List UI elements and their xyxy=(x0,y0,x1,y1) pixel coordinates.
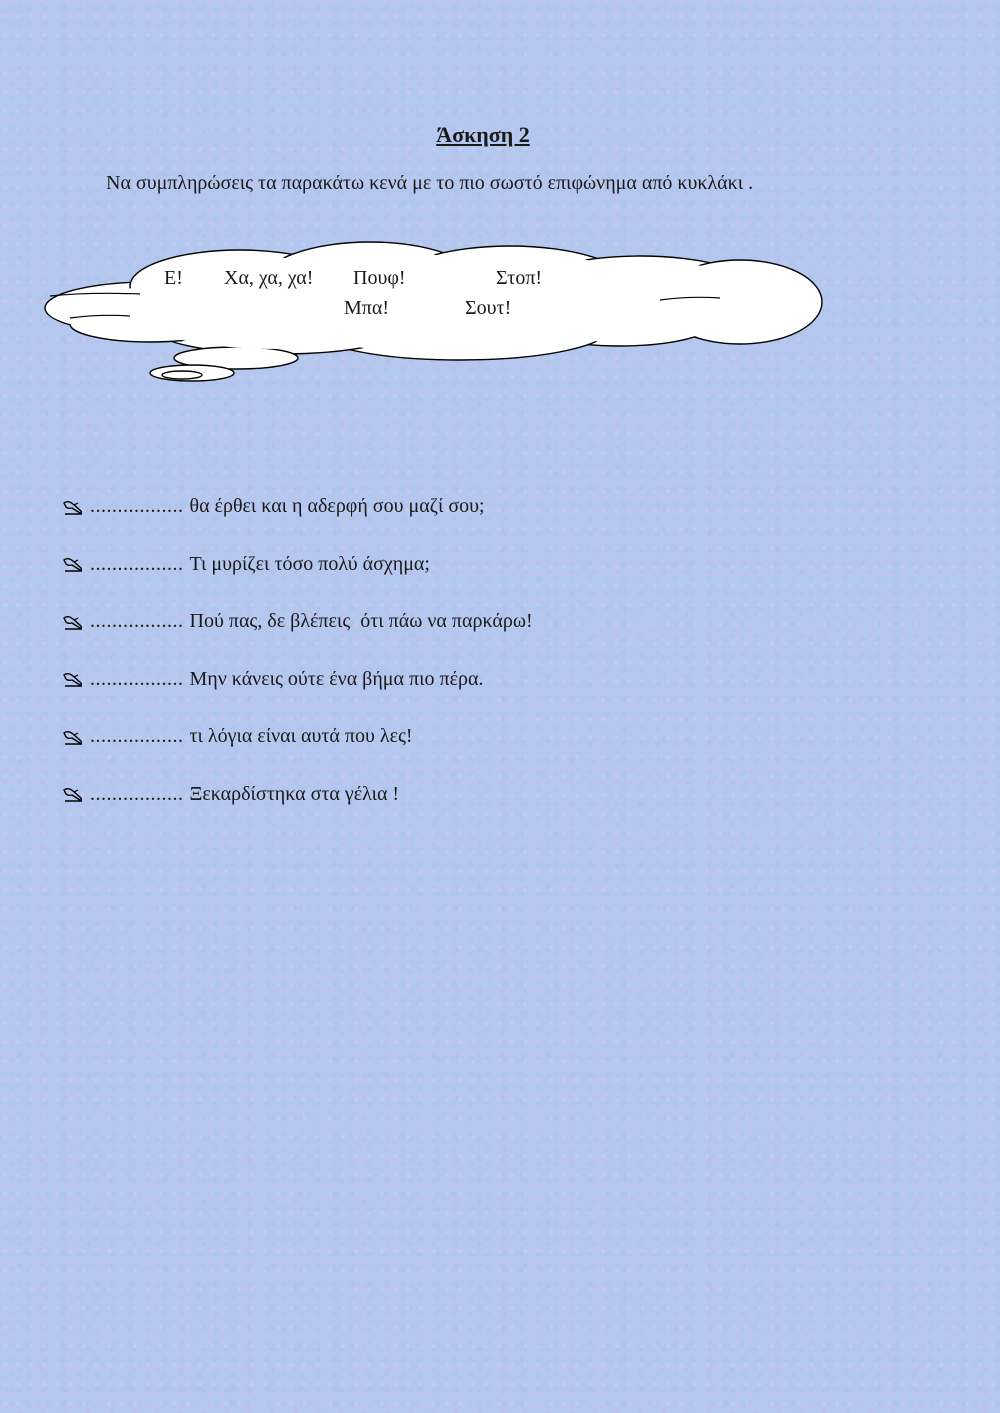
exercise-item xyxy=(62,593,533,651)
answer-blank[interactable]: ................. xyxy=(90,782,184,805)
writing-hand-icon xyxy=(62,784,84,804)
writing-hand-icon xyxy=(62,727,84,747)
cloud-word: Πουφ! xyxy=(353,267,406,289)
exercise-item xyxy=(62,708,533,766)
exercise-sentence: Πού πας, δε βλέπεις ότι πάω να παρκάρω! xyxy=(189,610,533,633)
writing-hand-icon xyxy=(62,612,84,632)
cloud-word: Χα, χα, χα! xyxy=(224,267,314,289)
exercise-item xyxy=(62,766,533,824)
cloud-shape xyxy=(40,236,830,386)
answer-blank[interactable]: ................. xyxy=(90,495,184,518)
writing-hand-icon xyxy=(62,554,84,574)
exercise-item xyxy=(62,478,533,536)
cloud-word: Μπα! xyxy=(344,297,390,319)
exercise-item xyxy=(62,536,533,594)
cloud-word: Ε! xyxy=(164,267,183,289)
exercise-sentence: Μην κάνεις ούτε ένα βήμα πιο πέρα. xyxy=(189,667,484,690)
cloud-word: Στοπ! xyxy=(496,267,543,289)
answer-blank[interactable]: ................. xyxy=(90,552,184,575)
exercise-sentence: θα έρθει και η αδερφή σου μαζί σου; xyxy=(189,495,485,518)
answer-blank[interactable]: ................. xyxy=(90,667,184,690)
exercise-sentence: τι λόγια είναι αυτά που λες! xyxy=(189,725,413,748)
cloud-word: Σουτ! xyxy=(465,297,512,319)
exercise-item xyxy=(62,651,533,709)
writing-hand-icon xyxy=(62,497,84,517)
exercise-list xyxy=(62,478,533,823)
answer-blank[interactable]: ................. xyxy=(90,610,184,633)
exercise-sentence: Ξεκαρδίστηκα στα γέλια ! xyxy=(189,782,400,805)
writing-hand-icon xyxy=(62,669,84,689)
exercise-sentence: Τι μυρίζει τόσο πολύ άσχημα; xyxy=(189,552,430,575)
instruction-text: Να συμπληρώσεις τα παρακάτω κενά με το πιο σωστό επιφώνημα από κυκλάκι . xyxy=(106,172,754,194)
answer-blank[interactable]: ................. xyxy=(90,725,184,748)
word-cloud xyxy=(40,236,830,386)
page-title: Άσκηση 2 xyxy=(436,122,530,147)
